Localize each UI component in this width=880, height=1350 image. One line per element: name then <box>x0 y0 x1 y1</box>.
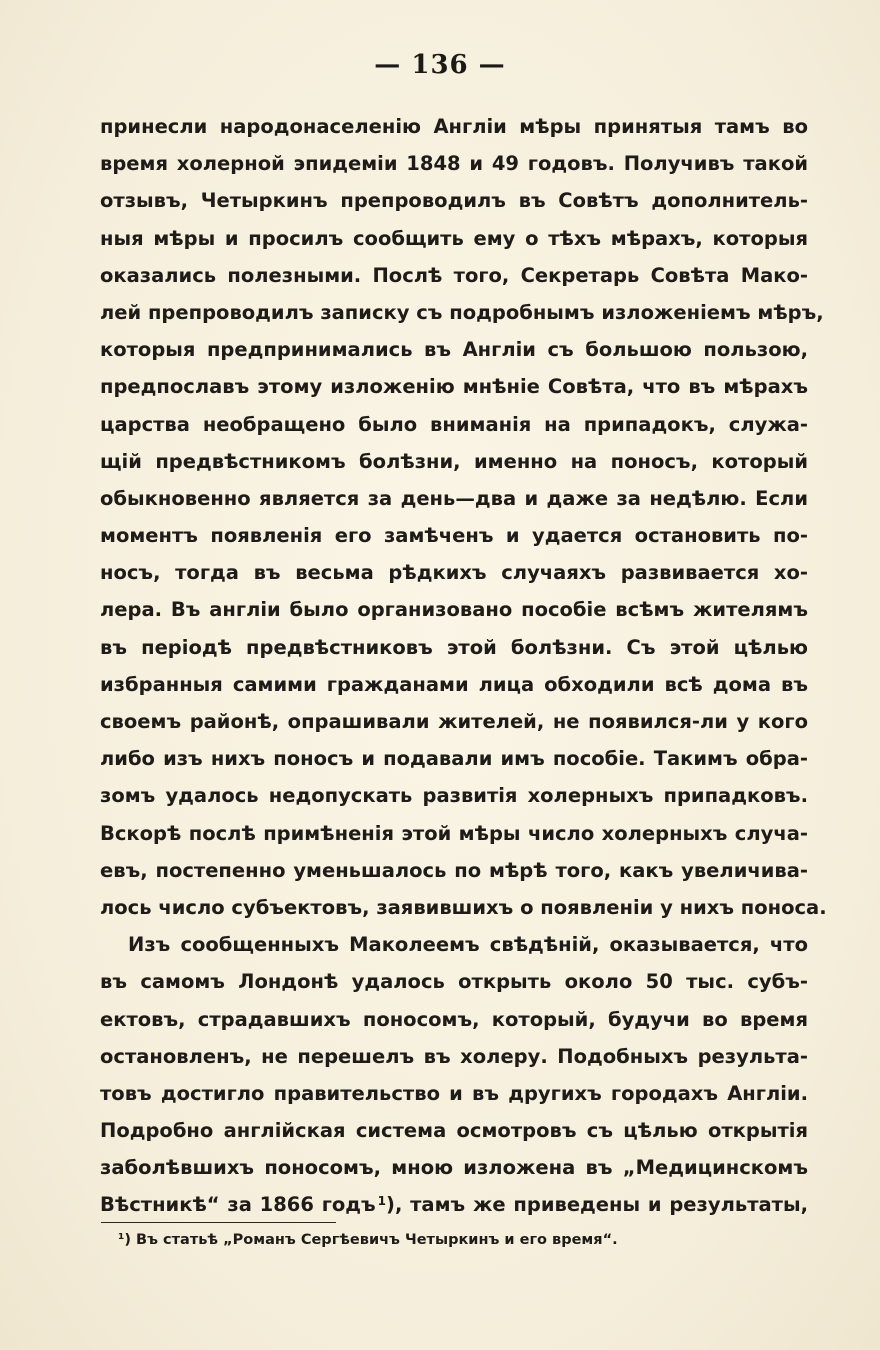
text-line: либо изъ нихъ поносъ и подавали имъ пособіе. Такимъ обра- <box>100 747 808 771</box>
text-line-head: Вѣстникѣ“ за 1866 годъ <box>100 1193 376 1217</box>
footnote-text: Въ статьѣ „Романъ Сергѣевичъ Четыркинъ и его время“. <box>136 1232 618 1248</box>
text-line: время холерной эпидеміи 1848 и 49 годовъ. Получивъ такой <box>100 152 808 176</box>
text-line: зомъ удалось недопускать развитія холерныхъ припадковъ. <box>100 784 808 808</box>
body-text <box>100 108 827 1224</box>
page-number: — 136 — <box>374 50 506 80</box>
text-line: моментъ появленія его замѣченъ и удается остановить по- <box>100 524 808 548</box>
text-line: Подробно англійская система осмотровъ съ цѣлью открытія <box>100 1119 808 1143</box>
text-line: въ періодѣ предвѣстниковъ этой болѣзни. Съ этой цѣлью <box>100 635 808 659</box>
footnote <box>118 1232 618 1248</box>
footnote-marker: ¹) <box>118 1232 131 1248</box>
text-line: евъ, постепенно уменьшалось по мѣрѣ того, какъ увеличива- <box>100 858 808 882</box>
text-line: своемъ районѣ, опрашивали жителей, не появился-ли у кого <box>100 710 808 733</box>
text-line: оказались полезными. Послѣ того, Секретарь Совѣта Мако- <box>100 263 808 287</box>
text-line: щій предвѣстникомъ болѣзни, именно на поносъ, который <box>100 449 808 473</box>
footnote-reference: 1 <box>377 1194 387 1209</box>
text-line: ныя мѣры и просилъ сообщить ему о тѣхъ мѣрахъ, которыя <box>100 226 808 250</box>
text-line: лось число субъектовъ, заявившихъ о появленіи у нихъ поноса. <box>100 895 827 919</box>
text-line: лера. Въ англіи было организовано пособіе всѣмъ жителямъ <box>100 598 808 622</box>
text-line: лей препроводилъ записку съ подробнымъ изложеніемъ мѣръ, <box>100 300 824 324</box>
text-line: которыя предпринимались въ Англіи съ большою пользою, <box>100 338 808 362</box>
footnote-divider <box>101 1222 336 1223</box>
text-line: ектовъ, страдавшихъ поносомъ, который, будучи во время <box>100 1007 808 1031</box>
text-line: остановленъ, не перешелъ въ холеру. Подобныхъ результа- <box>100 1044 808 1068</box>
text-line: носъ, тогда въ весьма рѣдкихъ случаяхъ развивается хо- <box>100 561 808 585</box>
text-line: въ самомъ Лондонѣ удалось открыть около 50 тыс. субъ- <box>100 970 808 994</box>
text-line: царства необращено было вниманія на припадокъ, служа- <box>100 412 808 436</box>
text-line: товъ достигло правительство и въ другихъ городахъ Англіи. <box>100 1081 808 1105</box>
text-line-with-footnote-ref <box>100 1186 808 1223</box>
text-line: принесли народонаселенію Англіи мѣры принятыя тамъ во <box>100 115 808 138</box>
text-line: Вскорѣ послѣ примѣненія этой мѣры число холерныхъ случа- <box>100 821 808 845</box>
text-line: предпославъ этому изложенію мнѣніе Совѣта, что въ мѣрахъ <box>100 375 808 399</box>
text-line: отзывъ, Четыркинъ препроводилъ въ Совѣтъ дополнитель- <box>100 189 808 213</box>
text-line-tail: ), тамъ же приведены и результаты, <box>386 1193 808 1217</box>
text-line: заболѣвшихъ поносомъ, мною изложена въ „Медицинскомъ <box>100 1156 808 1180</box>
text-line: избранныя самими гражданами лица обходили всѣ дома въ <box>100 672 808 696</box>
text-line: обыкновенно является за день—два и даже за недѣлю. Если <box>100 486 808 510</box>
paragraph-start-line: Изъ сообщенныхъ Маколеемъ свѣдѣній, оказывается, что <box>128 933 808 957</box>
